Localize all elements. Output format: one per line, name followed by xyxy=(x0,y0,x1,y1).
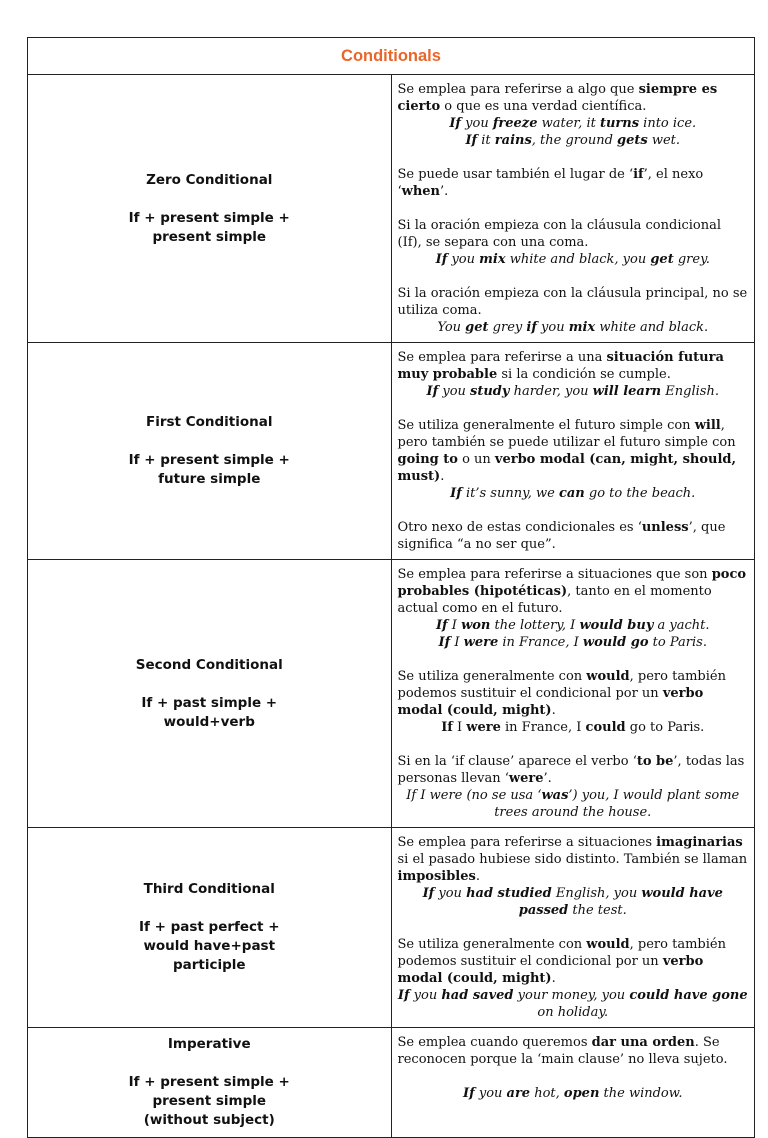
emphasis-text: rains xyxy=(494,133,532,148)
emphasis-text: going to xyxy=(397,452,458,467)
conditional-formula-line: participle xyxy=(172,957,246,973)
text-run: , the ground xyxy=(531,133,618,148)
text-run: in France, I xyxy=(498,635,583,650)
conditional-name: Third Conditional xyxy=(143,881,275,897)
text-run: , pero también podemos sustituir el condicional por un xyxy=(397,669,726,701)
example-sentence xyxy=(398,251,749,268)
emphasis-text: would go xyxy=(582,635,649,650)
emphasis-text: when xyxy=(401,184,441,199)
emphasis-text: poco probables (hipotéticas) xyxy=(397,567,747,599)
explanation-text xyxy=(398,668,749,719)
emphasis-text: would have passed xyxy=(518,886,723,918)
text-run: , pero también podemos sustituir el condicional por un xyxy=(397,937,726,969)
text-run: o un xyxy=(457,452,495,467)
conditional-explanation-cell xyxy=(391,828,755,1028)
text-run: o que es una verdad científica. xyxy=(440,99,647,114)
conditional-type-cell xyxy=(28,828,392,1028)
text-run: If I were (no se usa ‘ xyxy=(406,788,542,803)
text-run: you xyxy=(447,252,480,267)
explanation-text xyxy=(398,519,749,553)
text-run: Si la oración empieza con la cláusula principal, no se utiliza coma. xyxy=(397,286,748,318)
table-row xyxy=(28,828,755,1028)
text-run: grey xyxy=(488,320,527,335)
text-run: Se emplea cuando queremos xyxy=(397,1035,592,1050)
conditional-name: Second Conditional xyxy=(135,656,283,673)
text-run: Se emplea para referirse a situaciones que son xyxy=(397,567,712,582)
text-run: I xyxy=(450,635,464,650)
text-run: Se utiliza generalmente con xyxy=(397,937,587,952)
conditionals-table xyxy=(27,37,755,1138)
conditional-name: Zero Conditional xyxy=(146,171,273,188)
emphasis-text: will xyxy=(694,418,721,433)
emphasis-text: were xyxy=(463,635,499,650)
emphasis-text: get xyxy=(465,320,489,335)
paragraph-gap xyxy=(398,268,749,285)
conditional-formula-line: If + present simple + xyxy=(128,1074,290,1090)
paragraph-gap xyxy=(398,149,749,166)
table-row xyxy=(28,560,755,828)
text-run: Si la oración empieza con la cláusula condicional (If), se separa con una coma. xyxy=(397,218,722,250)
emphasis-text: verbo modal (can, might, should, must) xyxy=(397,452,737,484)
text-run: to Paris. xyxy=(648,635,707,650)
example-sentence xyxy=(398,485,749,502)
emphasis-text: siempre es cierto xyxy=(397,82,718,114)
emphasis-text: verbo modal (could, might) xyxy=(397,686,704,718)
table-title: Conditionals xyxy=(28,38,755,75)
conditional-type-cell xyxy=(28,75,392,343)
emphasis-text: If xyxy=(435,618,448,633)
text-run: hot, xyxy=(530,1086,564,1101)
conditional-formula-line: present simple xyxy=(152,228,267,245)
text-run: ’, que significa “a no ser que”. xyxy=(397,520,726,552)
text-run: , pero también se puede utilizar el futuro simple con xyxy=(397,418,736,450)
emphasis-text: were xyxy=(508,771,544,786)
conditional-formula-line: If + past simple + xyxy=(141,694,278,711)
text-run: you xyxy=(474,1086,507,1101)
text-run: white and black. xyxy=(595,320,709,335)
conditional-formula-line: If + present simple + xyxy=(128,452,290,468)
emphasis-text: study xyxy=(470,384,510,399)
text-run: English, you xyxy=(551,886,642,901)
text-run: Otro nexo de estas condicionales es ‘ xyxy=(397,520,642,535)
example-sentence xyxy=(398,719,749,736)
emphasis-text: could have gone xyxy=(629,988,748,1003)
explanation-text xyxy=(398,417,749,485)
paragraph-gap xyxy=(398,502,749,519)
emphasis-text: mix xyxy=(568,320,596,335)
text-run: the window. xyxy=(599,1086,683,1101)
example-sentence xyxy=(398,634,749,651)
emphasis-text: If xyxy=(450,486,462,501)
text-run: you xyxy=(409,988,442,1003)
emphasis-text: verbo modal (could, might) xyxy=(397,954,704,986)
text-run: your money, you xyxy=(513,988,630,1003)
explanation-text xyxy=(398,1034,749,1068)
text-run: the lottery, I xyxy=(490,618,580,633)
emphasis-text: imposibles xyxy=(397,869,476,884)
text-run: it’s sunny, we xyxy=(461,486,559,501)
explanation-text xyxy=(398,217,749,251)
conditional-formula-line: If + present simple + xyxy=(128,209,290,226)
text-run: Se emplea para referirse a algo que xyxy=(397,82,639,97)
example-sentence xyxy=(398,383,749,400)
conditional-explanation-cell xyxy=(391,560,755,828)
emphasis-text: situación futura muy probable xyxy=(397,350,724,382)
conditional-formula-line: If + past perfect + xyxy=(138,919,280,935)
conditionals-rows xyxy=(28,75,755,1138)
example-sentence xyxy=(398,319,749,336)
text-run: in France, I xyxy=(500,720,586,735)
emphasis-text: were xyxy=(466,720,501,735)
emphasis-text: If xyxy=(438,635,451,650)
text-run: harder, you xyxy=(509,384,593,399)
emphasis-text: dar una orden xyxy=(591,1035,695,1050)
text-run: go to Paris. xyxy=(625,720,705,735)
emphasis-text: open xyxy=(563,1086,600,1101)
conditional-explanation-cell xyxy=(391,1028,755,1138)
text-run: a yacht. xyxy=(653,618,710,633)
text-run: Se emplea para referirse a situaciones xyxy=(397,835,657,850)
text-run: . xyxy=(475,869,480,884)
conditional-type-cell xyxy=(28,1028,392,1138)
text-run: you xyxy=(461,116,493,131)
table-row xyxy=(28,343,755,560)
emphasis-text: unless xyxy=(641,520,689,535)
example-sentence xyxy=(398,132,749,149)
text-run: ’, el nexo ‘ xyxy=(397,167,704,199)
text-run: . xyxy=(551,703,556,718)
text-run: you xyxy=(536,320,569,335)
table-row xyxy=(28,75,755,343)
conditional-name: First Conditional xyxy=(146,414,273,430)
text-run: I xyxy=(447,618,462,633)
emphasis-text: freeze xyxy=(492,116,538,131)
emphasis-text: are xyxy=(506,1086,531,1101)
conditional-type-cell xyxy=(28,560,392,828)
conditional-formula-line: would+verb xyxy=(163,713,255,730)
text-run: it xyxy=(477,133,495,148)
text-run: . Se reconocen porque la ‘main clause’ no lleva sujeto. xyxy=(397,1035,728,1067)
text-run: into ice. xyxy=(639,116,697,131)
text-run: ’. xyxy=(440,184,449,199)
emphasis-text: gets xyxy=(617,133,648,148)
text-run: white and black, you xyxy=(505,252,651,267)
example-sentence xyxy=(398,1085,749,1102)
text-run: , tanto en el momento actual como en el futuro. xyxy=(397,584,712,616)
text-run: . xyxy=(440,469,445,484)
text-run: wet. xyxy=(647,133,681,148)
emphasis-text: will learn xyxy=(592,384,662,399)
explanation-text xyxy=(398,566,749,617)
emphasis-text: if xyxy=(633,167,644,182)
text-run: water, it xyxy=(537,116,600,131)
example-sentence xyxy=(398,617,749,634)
text-run: Se utiliza generalmente con xyxy=(397,669,587,684)
example-sentence xyxy=(398,885,749,919)
emphasis-text: could xyxy=(585,720,626,735)
text-run: you xyxy=(438,384,471,399)
conditional-formula-line: present simple xyxy=(152,1093,267,1109)
text-run: si el pasado hubiese sido distinto. También se llaman xyxy=(397,852,748,867)
emphasis-text: if xyxy=(526,320,537,335)
text-run: Se puede usar también el lugar de ‘ xyxy=(397,167,634,182)
text-run: grey. xyxy=(673,252,710,267)
emphasis-text: If xyxy=(465,133,478,148)
text-run: ’) you, I would plant some trees around the house. xyxy=(494,788,740,820)
conditional-name: Imperative xyxy=(167,1036,251,1052)
text-run: on holiday. xyxy=(537,1005,609,1020)
emphasis-text: If xyxy=(422,886,435,901)
emphasis-text: was xyxy=(541,788,569,803)
emphasis-text: had studied xyxy=(466,886,552,901)
emphasis-text: to be xyxy=(636,754,674,769)
explanation-text xyxy=(398,753,749,787)
explanation-text xyxy=(398,285,749,319)
emphasis-text: imaginarias xyxy=(656,835,743,850)
emphasis-text: If xyxy=(441,720,453,735)
emphasis-text: mix xyxy=(479,252,506,267)
text-run: ’. xyxy=(543,771,552,786)
conditional-formula-line: future simple xyxy=(158,471,261,487)
text-run: ’, todas las personas llevan ‘ xyxy=(397,754,745,786)
explanation-text xyxy=(398,936,749,987)
paragraph-gap xyxy=(398,919,749,936)
text-run: Si en la ‘if clause’ aparece el verbo ‘ xyxy=(397,754,637,769)
conditional-explanation-cell xyxy=(391,343,755,560)
emphasis-text: If xyxy=(435,252,448,267)
conditional-formula-line: (without subject) xyxy=(143,1112,275,1128)
emphasis-text: turns xyxy=(599,116,640,131)
emphasis-text: If xyxy=(449,116,462,131)
emphasis-text: get xyxy=(650,252,674,267)
example-sentence xyxy=(398,115,749,132)
paragraph-gap xyxy=(398,400,749,417)
text-run: go to the beach. xyxy=(584,486,696,501)
emphasis-text: won xyxy=(461,618,491,633)
conditional-type-cell xyxy=(28,343,392,560)
paragraph-gap xyxy=(398,1068,749,1085)
emphasis-text: would xyxy=(586,937,630,952)
text-run: . xyxy=(551,971,556,986)
text-run: You xyxy=(437,320,466,335)
text-run: Se emplea para referirse a una xyxy=(397,350,607,365)
emphasis-text: can xyxy=(558,486,585,501)
table-row xyxy=(28,1028,755,1138)
text-run: Se utiliza generalmente el futuro simple con xyxy=(397,418,695,433)
emphasis-text: had saved xyxy=(441,988,514,1003)
emphasis-text: If xyxy=(463,1086,475,1101)
text-run: you xyxy=(434,886,467,901)
conditional-explanation-cell xyxy=(391,75,755,343)
emphasis-text: would buy xyxy=(579,618,654,633)
example-sentence xyxy=(398,787,749,821)
explanation-text xyxy=(398,166,749,200)
emphasis-text: If xyxy=(426,384,439,399)
emphasis-text: would xyxy=(586,669,630,684)
text-run: the test. xyxy=(568,903,627,918)
text-run: I xyxy=(452,720,467,735)
example-sentence xyxy=(398,987,749,1021)
text-run: si la condición se cumple. xyxy=(497,367,671,382)
explanation-text xyxy=(398,81,749,115)
explanation-text xyxy=(398,834,749,885)
conditional-formula-line: would have+past xyxy=(143,938,276,954)
explanation-text xyxy=(398,349,749,383)
text-run: English. xyxy=(661,384,719,399)
paragraph-gap xyxy=(398,736,749,753)
paragraph-gap xyxy=(398,200,749,217)
paragraph-gap xyxy=(398,651,749,668)
emphasis-text: If xyxy=(397,988,410,1003)
